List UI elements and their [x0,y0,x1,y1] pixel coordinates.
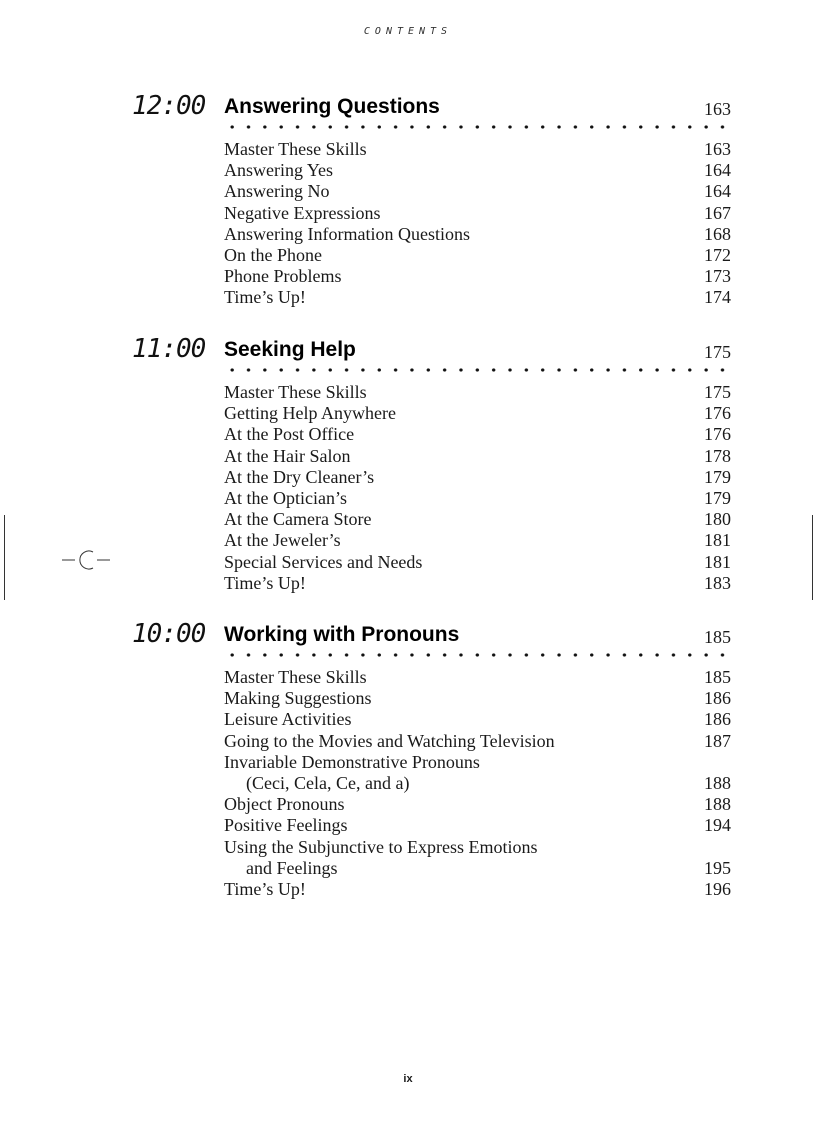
toc-entry[interactable] [224,773,731,794]
toc-entry[interactable] [224,266,731,287]
toc-entry[interactable] [224,488,731,509]
toc-entry[interactable] [224,879,731,900]
toc-entry-label: Making Suggestions [224,688,372,709]
toc-entry[interactable] [224,403,731,424]
toc-entry[interactable] [224,181,731,202]
toc-entry-page: 179 [704,466,731,487]
toc-entry[interactable] [224,815,731,836]
toc-entry-label: Answering Information Questions [224,223,470,244]
toc-entry[interactable] [224,287,731,308]
toc-entry-label: Positive Feelings [224,815,348,836]
toc-entry-page: 181 [704,530,731,551]
toc-entry-page: 188 [704,772,731,793]
toc-entry-page: 179 [704,487,731,508]
dotted-rule [224,125,731,129]
toc-entry-page: 174 [704,287,731,308]
toc-entry[interactable] [224,731,731,752]
toc-entries [224,382,731,594]
toc-entry-page: 188 [704,794,731,815]
toc-entry-label: Object Pronouns [224,794,345,815]
toc-entry-page: 173 [704,266,731,287]
toc-entry[interactable] [224,688,731,709]
section-title: Seeking Help [224,338,356,361]
toc-entry-page: 183 [704,572,731,593]
toc-entry-label: Answering Yes [224,160,334,181]
toc-entry-page: 178 [704,445,731,466]
toc-entry-page: 164 [704,181,731,202]
toc-entry[interactable] [224,139,731,160]
toc-entry[interactable] [224,530,731,551]
section-page-number: 185 [704,627,731,647]
toc-entry-page: 164 [704,160,731,181]
toc-entry-label: Time’s Up! [224,878,306,899]
section-page-number: 175 [704,342,731,362]
dotted-rule [224,368,731,372]
toc-entry-page: 167 [704,202,731,223]
toc-entry-page: 194 [704,815,731,836]
toc-entry[interactable] [224,382,731,403]
toc-entry-label: Invariable Demonstrative Pronouns [224,751,480,772]
toc-entry-label: Phone Problems [224,266,342,287]
toc-entry-label: Master These Skills [224,667,367,687]
toc-entry[interactable] [224,203,731,224]
toc-entry-page: 195 [704,857,731,878]
toc-entry[interactable] [224,709,731,730]
toc-entry-label: and Feelings [246,857,338,878]
toc-entry[interactable] [224,160,731,181]
toc-entry-label: Using the Subjunctive to Express Emotions [224,836,538,857]
running-head: CONTENTS [363,26,453,37]
toc-entry[interactable] [224,552,731,573]
toc-entry[interactable] [224,858,731,879]
toc-entry[interactable] [224,667,731,688]
toc-entry[interactable] [224,573,731,594]
toc-entry[interactable] [224,467,731,488]
toc-entry-page: 180 [704,509,731,530]
toc-entry-page: 175 [704,382,731,402]
toc-entry-page: 163 [704,139,731,159]
toc-entry-page: 176 [704,403,731,424]
page-number: ix [403,1073,413,1085]
toc-entry-label: At the Hair Salon [224,445,351,466]
crop-line-right [812,515,813,600]
toc-entry-label: Time’s Up! [224,287,306,308]
section-heading [224,623,731,651]
hour-label: 12:00 [132,91,206,121]
registration-mark-icon [62,549,110,571]
toc-entry[interactable] [224,837,731,858]
toc-entry-page: 185 [704,667,731,687]
toc-entry-page: 172 [704,244,731,265]
toc-entry-label: Going to the Movies and Watching Television [224,730,555,751]
hour-label: 11:00 [132,334,206,364]
section-title: Answering Questions [224,95,440,118]
toc-entry-page: 196 [704,878,731,899]
section-heading [224,338,731,366]
toc-entry-label: Special Services and Needs [224,551,423,572]
toc-entry-label: Master These Skills [224,139,367,159]
toc-entry-label: At the Optician’s [224,487,347,508]
toc-entry[interactable] [224,752,731,773]
toc-entry-label: At the Dry Cleaner’s [224,466,375,487]
dotted-rule [224,653,731,657]
toc-entry-label: Master These Skills [224,382,367,402]
toc-entry-label: At the Camera Store [224,509,372,530]
hour-label: 10:00 [132,619,206,649]
toc-entry[interactable] [224,245,731,266]
crop-line-left [4,515,5,600]
toc-entry-page: 187 [704,730,731,751]
toc-entry-label: Answering No [224,181,330,202]
toc-entry-label: Leisure Activities [224,709,352,730]
toc-entry[interactable] [224,509,731,530]
toc-entry-page: 176 [704,424,731,445]
section-heading [224,95,731,123]
toc-entry-label: Negative Expressions [224,202,381,223]
section-page-number: 163 [704,99,731,119]
toc-entries [224,667,731,900]
toc-entry-label: At the Jeweler’s [224,530,341,551]
toc-entries [224,139,731,309]
toc-entry-label: Getting Help Anywhere [224,403,396,424]
toc-entry[interactable] [224,424,731,445]
toc-entry-label: At the Post Office [224,424,355,445]
toc-entry-label: On the Phone [224,244,322,265]
toc-entry[interactable] [224,794,731,815]
section-title: Working with Pronouns [224,623,460,646]
toc-entry-label: (Ceci, Cela, Ce, and a) [246,772,410,793]
toc-entry-label: Time’s Up! [224,572,306,593]
toc-entry-page: 168 [704,223,731,244]
toc-entry[interactable] [224,224,731,245]
toc-entry-page: 181 [704,551,731,572]
toc-entry-page: 186 [704,688,731,709]
toc-entry[interactable] [224,446,731,467]
toc-entry-page: 186 [704,709,731,730]
